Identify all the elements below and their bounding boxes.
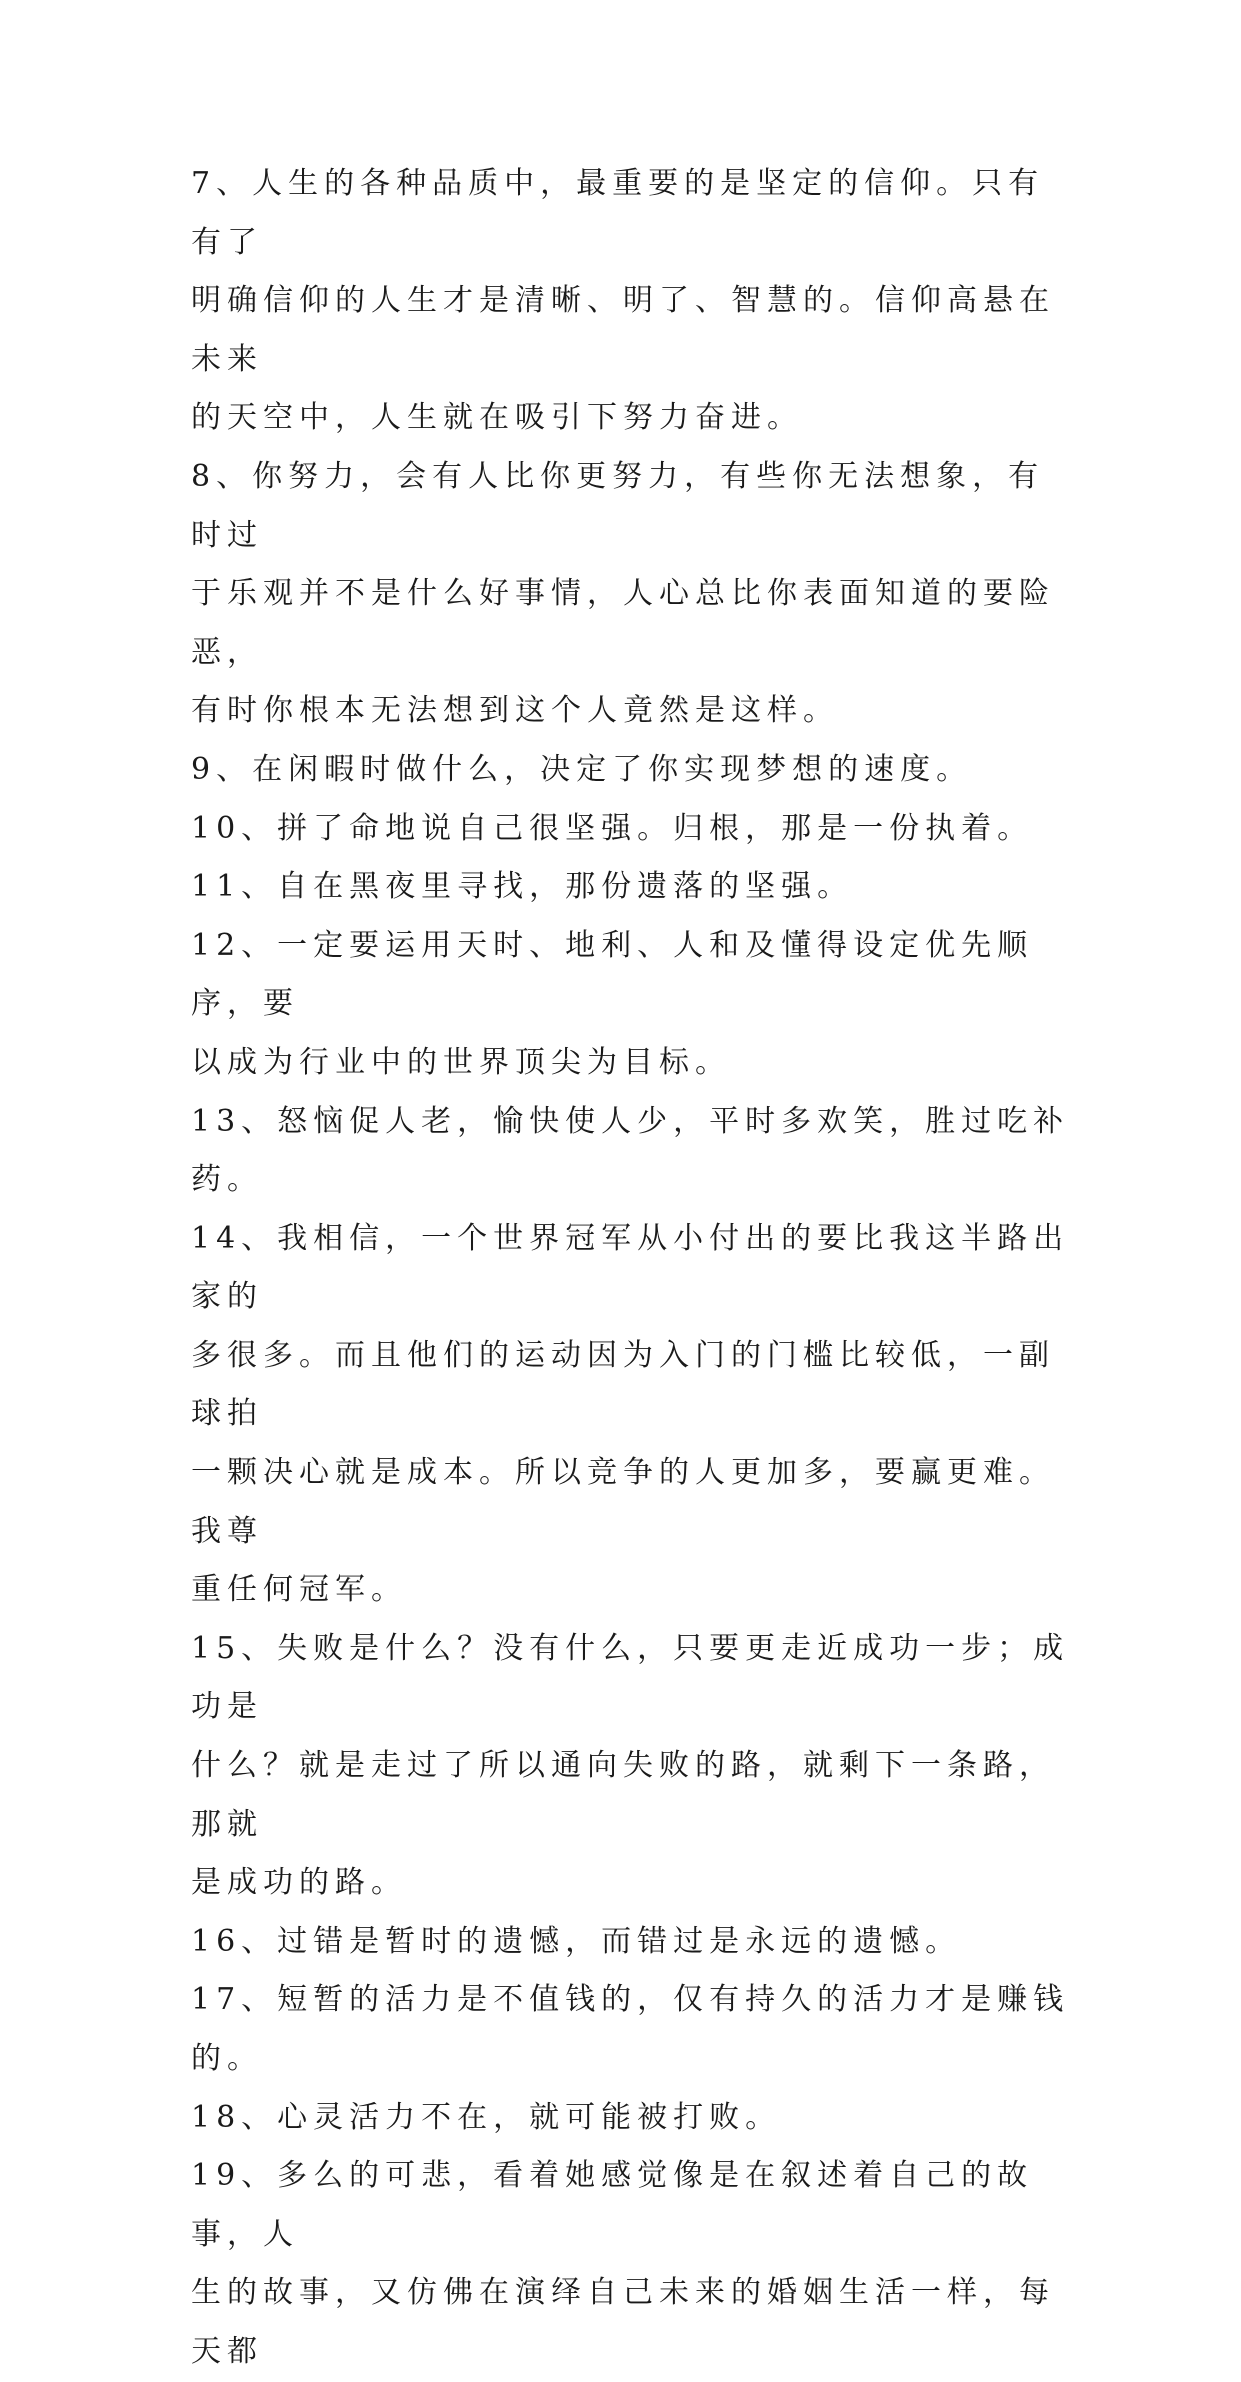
paragraph-19: 19、多么的可悲，看着她感觉像是在叙述着自己的故事，人 生的故事，又仿佛在演绎自己未来的婚姻生活一样，每天都 bbox=[191, 2158, 1055, 2369]
paragraph-9: 9、在闲暇时做什么，决定了你实现梦想的速度。 bbox=[191, 751, 973, 787]
paragraph-14: 14、我相信，一个世界冠军从小付出的要比我这半路出家的 多很多。而且他们的运动因为入门的门槛比较低，一副球拍 一颗决心就是成本。所以竞争的人更加多，要赢更难。我尊 重任何冠军。 bbox=[191, 1220, 1070, 1608]
paragraph-13: 13、怒恼促人老，愉快使人少，平时多欢笑，胜过吃补药。 bbox=[191, 1103, 1070, 1198]
paragraph-16: 16、过错是暂时的遗憾，而错过是永远的遗憾。 bbox=[191, 1923, 962, 1959]
paragraph-7: 7、人生的各种品质中，最重要的是坚定的信仰。只有有了 明确信仰的人生才是清晰、明了、智慧的。信仰高悬在未来 的天空中，人生就在吸引下努力奋进。 bbox=[191, 166, 1055, 436]
paragraph-12: 12、一定要运用天时、地利、人和及懂得设定优先顺序，要 以成为行业中的世界顶尖为目标。 bbox=[191, 927, 1034, 1080]
paragraph-18: 18、心灵活力不在，就可能被打败。 bbox=[191, 2099, 782, 2135]
paragraph-15: 15、失败是什么？没有什么，只要更走近成功一步；成功是 什么？就是走过了所以通向失败的路，就剩下一条路，那就 是成功的路。 bbox=[191, 1630, 1070, 1901]
paragraph-17: 17、短暂的活力是不值钱的，仅有持久的活力才是赚钱的。 bbox=[191, 1982, 1070, 2076]
paragraph-10: 10、拼了命地说自己很坚强。归根，那是一份执着。 bbox=[191, 810, 1034, 846]
paragraph-11: 11、自在黑夜里寻找，那份遗落的坚强。 bbox=[191, 869, 854, 905]
document-body bbox=[191, 155, 1071, 2382]
paragraph-8: 8、你努力，会有人比你更努力，有些你无法想象，有时过 于乐观并不是什么好事情，人心总比你表面知道的要险恶， 有时你根本无法想到这个人竟然是这样。 bbox=[191, 458, 1055, 729]
